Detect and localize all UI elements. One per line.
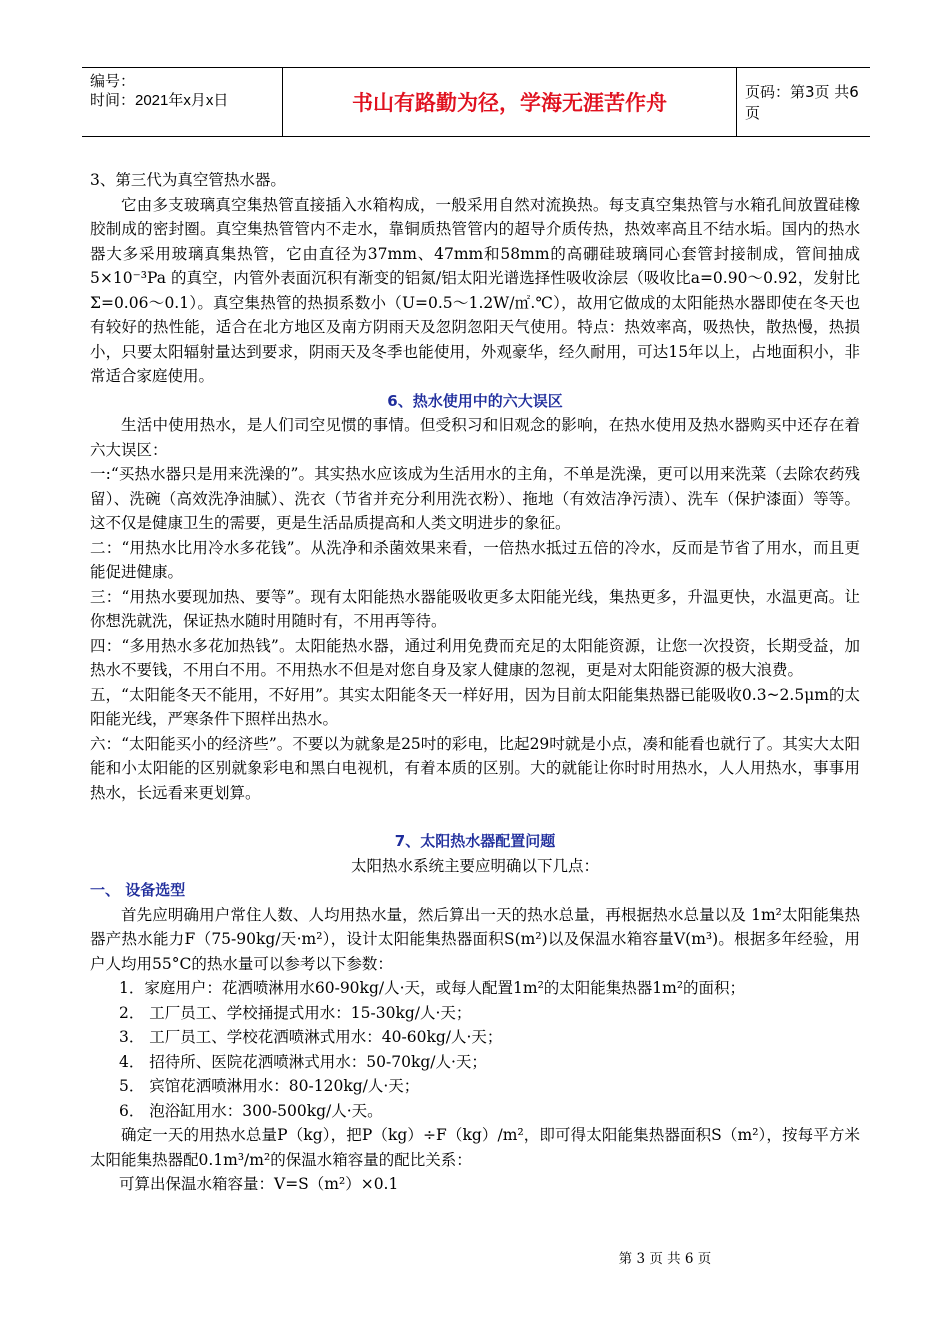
myth-6: 六：“太阳能买小的经济些”。不要以为就象是25吋的彩电，比起29吋就是小点，凑和能看也就行了。其实大太阳能和小太阳能的区别就象彩电和黑白电视机，有着本质的区别。大的就能让你时时用热水，人人用热水，事事用热水，长远看来更划算。 bbox=[90, 734, 860, 802]
usage-item: 6． 泡浴缸用水：300-500kg/人·天。 bbox=[119, 1101, 383, 1120]
usage-item: 5． 宾馆花洒喷淋用水：80-120kg/人·天； bbox=[119, 1077, 420, 1095]
header-motto: 书山有路勤为径，学海无涯苦作舟 bbox=[283, 68, 737, 136]
config-subtitle: 太阳热水系统主要应明确以下几点： bbox=[350, 856, 599, 875]
config-heading: 7、太阳热水器配置问题 bbox=[394, 832, 556, 850]
myths-heading: 6、热水使用中的六大误区 bbox=[387, 391, 563, 410]
header-page-info: 页码：第3页 共6页 bbox=[745, 83, 859, 122]
document-number: 编号： bbox=[90, 73, 136, 90]
vacuum-paragraph: 它由多支玻璃真空集热管直接插入水箱构成，一般采用自然对流换热。每支真空集热管与水箱孔间放置硅橡胶制成的密封圈。真空集热管管内不走水，靠铜质热管管内的超导介质传热，热效率高且不结水垢。国内的热水器大多采用玻璃真集热管，它由直径为37mm、47mm和58mm的高硼硅玻璃同心套管封接制成，管间抽成5×10⁻³Pa 的真空，内管外表面沉积有渐变的铝氮/铝太阳光谱选择性吸收涂层（吸收比a=0.90～0.92，发射比 Σ=0.06～0.1）。真空集热管的热损系数小（U=0.5～1.2W/㎡.℃），故用它做成的太阳能热水器即使在冬天也有较好的热性能，适合在北方地区及南方阴雨天及忽阴忽阳天气使用。特点：热效率高，吸热快，散热慢，热损小，只要太阳辐射量达到要求，阴雨天及冬季也能使用，外观豪华，经久耐用，可达15年以上，占地面积小，非常适合家庭使用。 bbox=[90, 195, 860, 385]
determine-paragraph: 确定一天的用热水总量P（kg），把P（kg）÷F（kg）/m²，即可得太阳能集热器面积S（m²），按每平方米太阳能集热器配0.1m³/m²的保温水箱容量的配比关系： bbox=[90, 1126, 860, 1169]
myth-3: 三：“用热水要现加热、要等”。现有太阳能热水器能吸收更多太阳能光线，集热更多，升温更快，水温更高。让你想洗就洗，保证热水随时用随时有，不用再等待。 bbox=[90, 587, 860, 630]
usage-item: 4． 招待所、医院花洒喷淋式用水：50-70kg/人·天； bbox=[119, 1052, 487, 1071]
header-meta bbox=[82, 68, 283, 136]
page-footer: 第 3 页 共 6 页 bbox=[618, 1251, 712, 1267]
myths-intro: 生活中使用热水，是人们司空见惯的事情。但受积习和旧观念的影响，在热水使用及热水器购买中还存在着六大误区： bbox=[90, 416, 860, 459]
equipment-heading: 一、 设备选型 bbox=[90, 881, 186, 899]
equipment-paragraph: 首先应明确用户常住人数、人均用热水量，然后算出一天的热水总量，再根据热水总量以及 1m²太阳能集热器产热水能力F（75-90kg/天·m²），设计太阳能集热器面积S(m²)以及保温水箱容量V(m³)。根据多年经验，用户人均用55°C的热水量可以参考以下参数： bbox=[90, 905, 860, 973]
myth-4: 四：“多用热水多花加热钱”。太阳能热水器，通过利用免费而充足的太阳能资源，让您一次投资，长期受益，加热水不要钱，不用白不用。不用热水不但是对您自身及家人健康的忽视，更是对太阳能资源的极大浪费。 bbox=[90, 636, 860, 679]
myth-1: 一:“买热水器只是用来洗澡的”。其实热水应该成为生活用水的主角，不单是洗澡，更可以用来洗菜（去除农药残留）、洗碗（高效洗净油腻）、洗衣（节省并充分利用洗衣粉）、拖地（有效洁净污渍）、洗车（保护漆面）等等。这不仅是健康卫生的需要，更是生活品质提高和人类文明进步的象征。 bbox=[90, 465, 860, 532]
formula-line: 可算出保温水箱容量：V=S（m²）×0.1 bbox=[119, 1175, 399, 1193]
myth-2: 二：“用热水比用冷水多花钱”。从洗净和杀菌效果来看，一倍热水抵过五倍的冷水，反而是节省了用水，而且更能促进健康。 bbox=[90, 538, 860, 581]
document-body bbox=[90, 168, 860, 1197]
myth-5: 五，“太阳能冬天不能用，不好用”。其实太阳能冬天一样好用，因为目前太阳能集热器已能吸收0.3~2.5μm的太阳能光线，严寒条件下照样出热水。 bbox=[90, 685, 860, 728]
usage-item: 2． 工厂员工、学校捅提式用水：15-30kg/人·天； bbox=[119, 1003, 472, 1022]
item-3: 3、第三代为真空管热水器。 bbox=[90, 171, 286, 189]
page-header bbox=[82, 67, 870, 137]
spacer bbox=[90, 805, 860, 829]
usage-item: 1．家庭用户：花洒喷淋用水60-90kg/人·天，或每人配置1m²的太阳能集热器1m²的面积； bbox=[119, 979, 746, 997]
usage-item: 3． 工厂员工、学校花洒喷淋式用水：40-60kg/人·天； bbox=[119, 1028, 503, 1046]
document-date: 时间：2021年x月x日 bbox=[90, 92, 229, 109]
